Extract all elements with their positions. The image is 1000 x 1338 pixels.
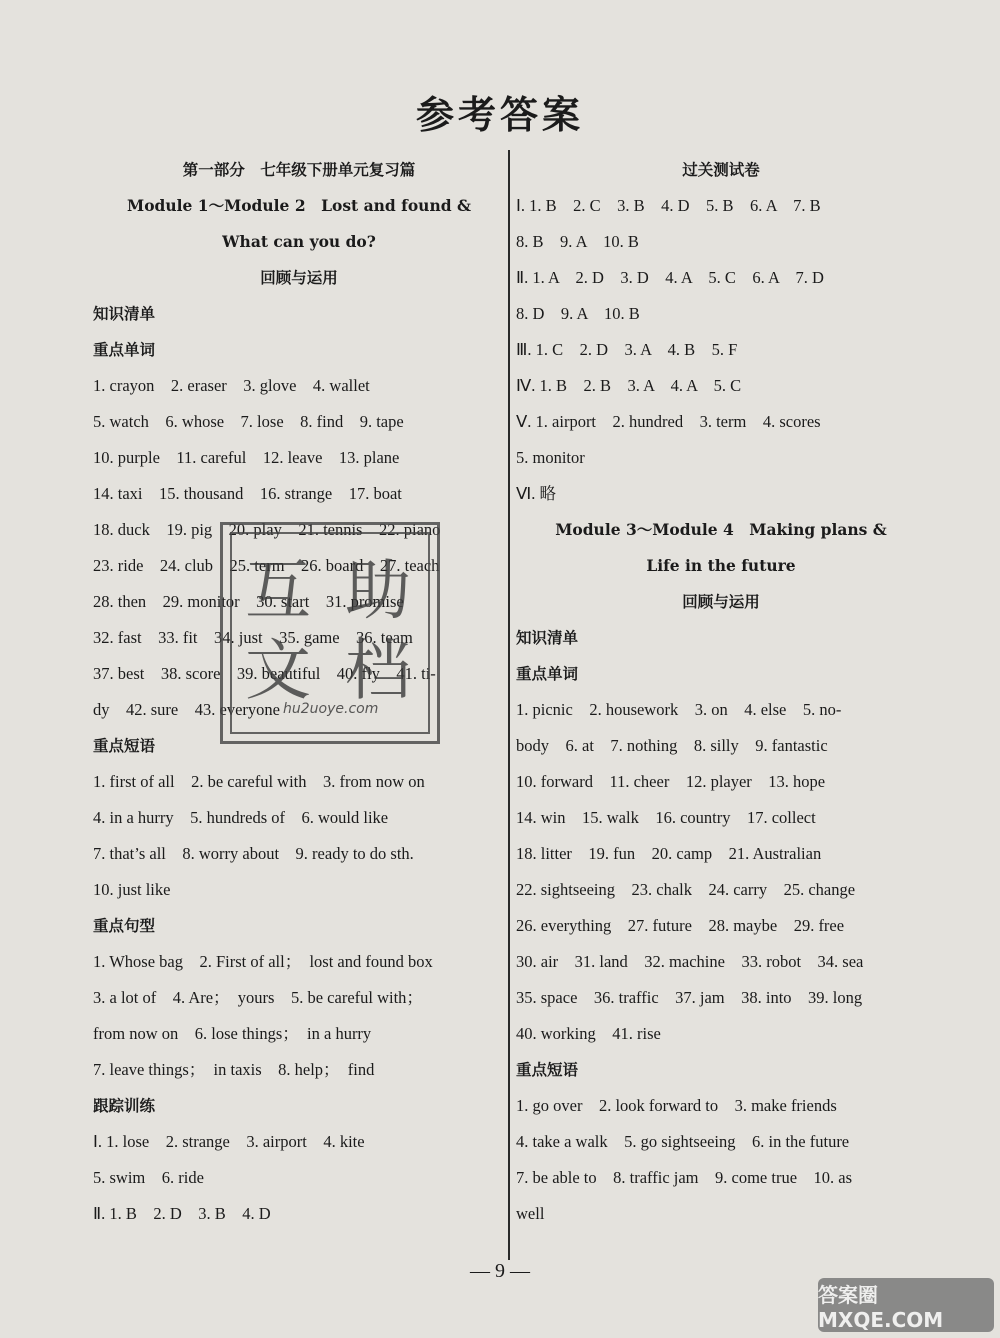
section-heading: 重点句型 [93,917,156,935]
answer-line: 32. fast 33. fit 34. just 35. game 36. team [93,628,413,647]
answer-line: 1. crayon 2. eraser 3. glove 4. wallet [93,376,370,395]
answer-line: Ⅰ. 1. B 2. C 3. B 4. D 5. B 6. A 7. B [516,196,821,215]
answer-line: well [516,1204,545,1223]
answer-line: Ⅲ. 1. C 2. D 3. A 4. B 5. F [516,340,738,359]
answer-line: 7. be able to 8. traffic jam 9. come true 10. as [516,1168,853,1187]
answer-line: 18. duck 19. pig 20. play 21. tennis 22. piano [93,520,441,539]
section-heading: 知识清单 [516,629,579,647]
answer-line: Ⅵ. 略 [516,484,556,503]
right-column [516,152,926,1232]
answer-line: 10. purple 11. careful 12. leave 13. plane [93,448,400,467]
answer-line: 4. take a walk 5. go sightseeing 6. in the future [516,1132,850,1151]
answer-line: 7. that’s all 8. worry about 9. ready to do sth. [93,844,414,863]
answer-line: from now on 6. lose things； in a hurry [93,1024,372,1043]
section-heading: 重点单词 [93,341,156,359]
answer-line: 18. litter 19. fun 20. camp 21. Australian [516,844,822,863]
column-divider [508,150,510,1260]
answer-line: 23. ride 24. club 25. term 26. board 27. teach [93,556,440,575]
watermark-logo: 答案圈 MXQE.COM [818,1278,994,1332]
section-heading: 重点短语 [93,737,156,755]
answer-line: 14. taxi 15. thousand 16. strange 17. boat [93,484,402,503]
answer-line: 3. a lot of 4. Are； yours 5. be careful with； [93,988,423,1007]
section-title: Module 3～Module 4 Making plans & [555,520,887,539]
stamp-char: 文 [245,632,311,709]
stamp-char: 档 [345,632,411,709]
answer-line: 22. sightseeing 23. chalk 24. carry 25. change [516,880,856,899]
answer-line: 8. D 9. A 10. B [516,304,640,323]
section-title: 第一部分 七年级下册单元复习篇 [182,160,416,179]
answer-line: 8. B 9. A 10. B [516,232,639,251]
answer-line: 5. watch 6. whose 7. lose 8. find 9. tape [93,412,404,431]
answer-line: 14. win 15. walk 16. country 17. collect [516,808,816,827]
answer-line: dy 42. sure 43. everyone [93,700,280,719]
section-title: Life in the future [646,556,796,575]
answer-line: Ⅰ. 1. lose 2. strange 3. airport 4. kite [93,1132,365,1151]
answer-line: 10. forward 11. cheer 12. player 13. hope [516,772,826,791]
answer-line: 35. space 36. traffic 37. jam 38. into 39. long [516,988,863,1007]
answer-line: body 6. at 7. nothing 8. silly 9. fantastic [516,736,828,755]
section-title: What can you do? [222,232,376,251]
answer-line: Ⅱ. 1. B 2. D 3. B 4. D [93,1204,271,1223]
answer-line: 1. first of all 2. be careful with 3. from now on [93,772,425,791]
answer-line: 7. leave things； in taxis 8. help； find [93,1060,375,1079]
stamp-url: hu2uoye.com [283,701,379,717]
answer-line: Ⅴ. 1. airport 2. hundred 3. term 4. scores [516,412,821,431]
answer-line: 1. go over 2. look forward to 3. make friends [516,1096,837,1115]
section-title: 回顾与运用 [260,268,338,287]
stamp-char: 互 [245,552,311,629]
stamp-logo [220,522,440,744]
answer-line: 40. working 41. rise [516,1024,661,1043]
answer-line: Ⅳ. 1. B 2. B 3. A 4. A 5. C [516,376,742,395]
page-number: — 9 — [470,1260,530,1282]
section-heading: 重点单词 [516,665,579,683]
stamp-char: 助 [345,552,411,629]
section-heading: 重点短语 [516,1061,579,1079]
answer-line: 4. in a hurry 5. hundreds of 6. would like [93,808,389,827]
answer-line: 37. best 38. score 39. beautiful 40. fly 41. ti- [93,664,436,683]
section-title: Module 1～Module 2 Lost and found & [127,196,471,215]
section-title: 过关测试卷 [682,160,760,179]
section-heading: 知识清单 [93,305,156,323]
answer-line: Ⅱ. 1. A 2. D 3. D 4. A 5. C 6. A 7. D [516,268,824,287]
section-title: 回顾与运用 [682,592,760,611]
answer-line: 30. air 31. land 32. machine 33. robot 34. sea [516,952,864,971]
answer-line: 5. swim 6. ride [93,1168,204,1187]
page-title: 参考答案 [415,93,584,137]
answer-line: 26. everything 27. future 28. maybe 29. free [516,916,845,935]
answer-line: 1. picnic 2. housework 3. on 4. else 5. no- [516,700,842,719]
section-heading: 跟踪训练 [93,1097,156,1115]
answer-line: 10. just like [93,880,171,899]
answer-line: 5. monitor [516,448,585,467]
answer-line: 1. Whose bag 2. First of all； lost and found box [93,952,433,971]
answer-line: 28. then 29. monitor 30. start 31. promise [93,592,404,611]
